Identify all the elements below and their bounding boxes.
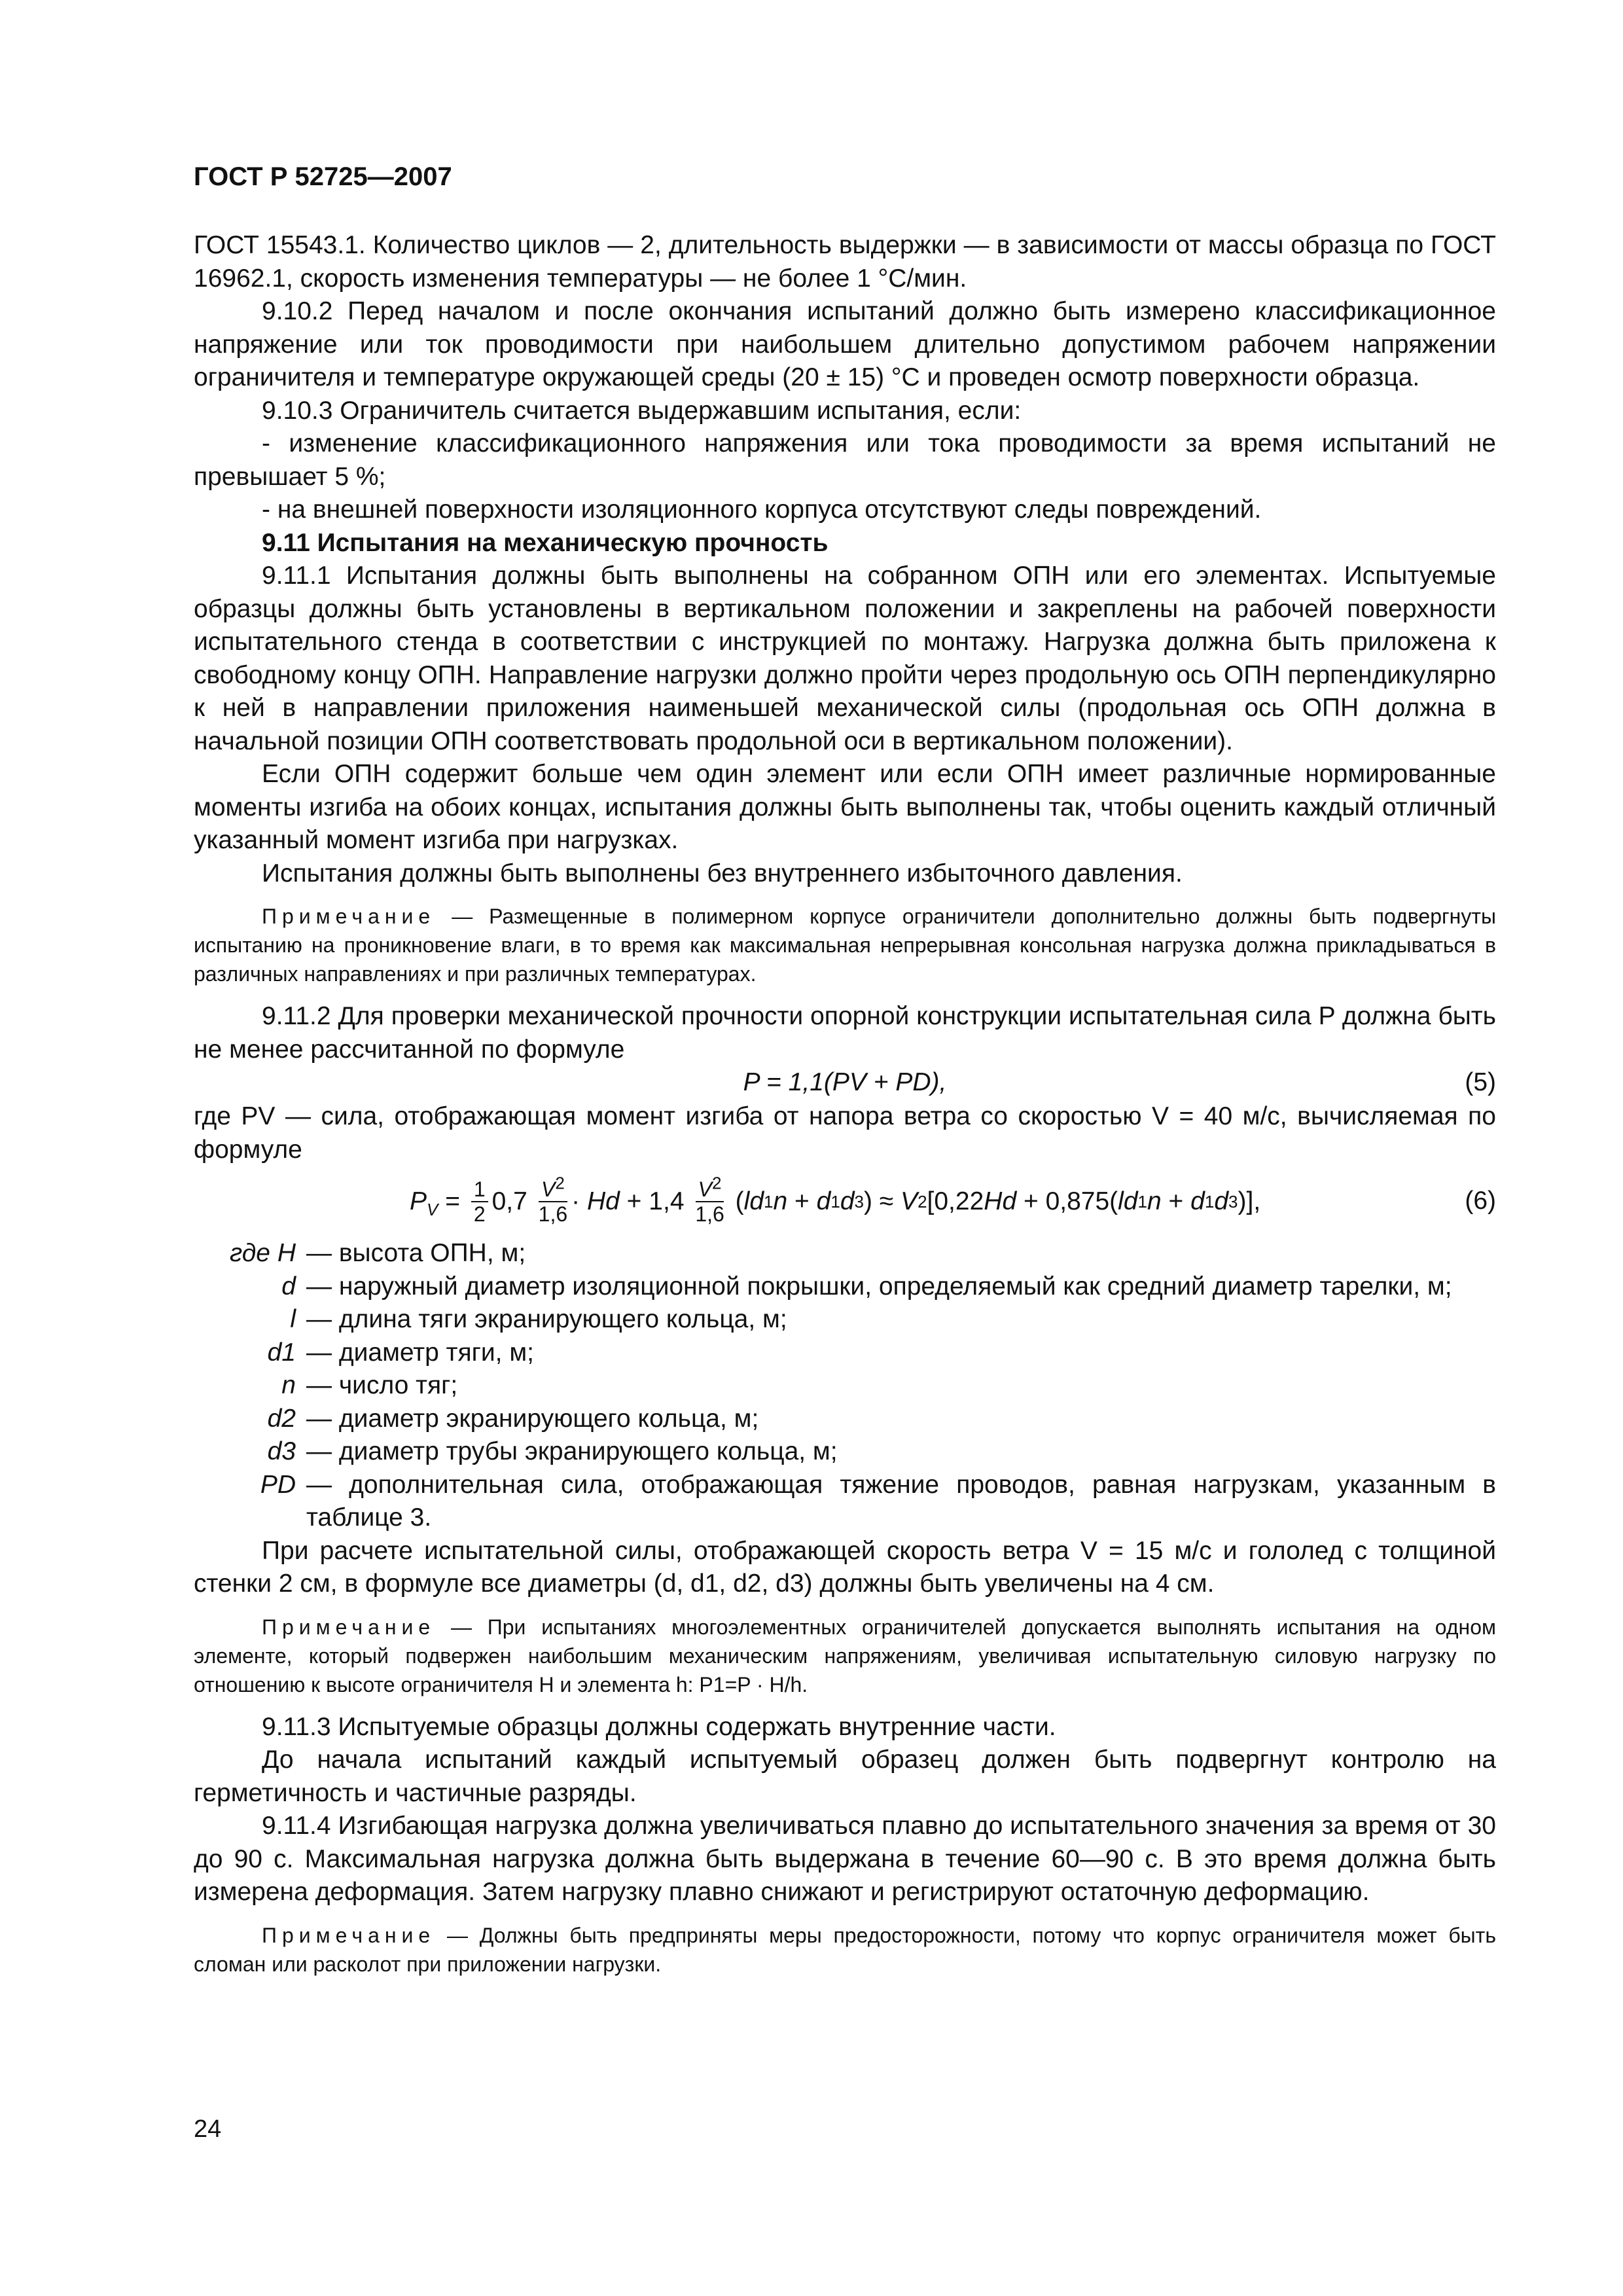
definition-text: — наружный диаметр изоляционной покрышки, определяемый как средний диаметр тарелки, м; xyxy=(306,1272,1452,1300)
note-label: Примечание xyxy=(262,905,436,928)
definition-item xyxy=(194,1469,1496,1535)
paragraph: 9.11.4 Изгибающая нагрузка должна увеличиваться плавно до испытательного значения за время от 30 до 90 с. Максимальная нагрузка должна быть выдержана в течение 60—90 с. В это время должна быть измерена деформация. Затем нагрузку плавно снижают и регистрируют остаточную деформацию. xyxy=(194,1812,1496,1906)
definition-symbol: где H xyxy=(229,1239,296,1267)
definition-text: — диаметр экранирующего кольца, м; xyxy=(306,1404,759,1433)
note xyxy=(194,1613,1496,1699)
definition-symbol: d2 xyxy=(267,1404,296,1433)
paragraph: Испытания должны быть выполнены без внутреннего избыточного давления. xyxy=(262,859,1183,888)
definition-text: — диаметр трубы экранирующего кольца, м; xyxy=(306,1437,838,1465)
note-label: Примечание xyxy=(262,1923,436,1947)
formula-6-number: (6) xyxy=(1465,1187,1496,1215)
document-body xyxy=(194,229,1496,1990)
definition-item xyxy=(194,1237,1496,1270)
definition-symbol: n xyxy=(281,1371,296,1399)
note xyxy=(194,902,1496,988)
paragraph: ГОСТ 15543.1. Количество циклов — 2, длительность выдержки — в зависимости от массы образца по ГОСТ 16962.1, скорость изменения температуры — не более 1 °С/мин. xyxy=(194,231,1496,293)
definition-item xyxy=(194,1403,1496,1436)
paragraph: 9.11.3 Испытуемые образцы должны содержать внутренние части. xyxy=(262,1712,1056,1741)
definition-text: — высота ОПН, м; xyxy=(306,1239,526,1267)
note-text: — Должны быть предприняты меры предосторожности, потому что корпус ограничителя может быть сломан или расколот при приложении нагрузки. xyxy=(194,1923,1496,1976)
paragraph: где PV — сила, отображающая момент изгиба от напора ветра со скоростью V = 40 м/с, вычисляемая по формуле xyxy=(194,1102,1496,1164)
paragraph: 9.11.2 Для проверки механической прочности опорной конструкции испытательная сила P должна быть не менее рассчитанной по формуле xyxy=(194,1002,1496,1064)
definition-symbol: l xyxy=(290,1305,296,1333)
definition-item xyxy=(194,1369,1496,1403)
paragraph: 9.10.2 Перед началом и после окончания испытаний должно быть измерено классификационное напряжение или ток проводимости при наибольшем длительно допустимом рабочем напряжении ограничителя и температуре окружающей среды (20 ± 15) °С и проведен осмотр поверхности образца. xyxy=(194,297,1496,391)
definition-item xyxy=(194,1435,1496,1469)
definition-text: — длина тяги экранирующего кольца, м; xyxy=(306,1305,787,1333)
note xyxy=(194,1921,1496,1979)
section-heading: 9.11 Испытания на механическую прочность xyxy=(262,528,829,557)
document-header: ГОСТ Р 52725—2007 xyxy=(194,162,452,191)
definition-symbol: d xyxy=(281,1272,296,1300)
formula-6 xyxy=(194,1166,1496,1237)
paragraph: Если ОПН содержит больше чем один элемент или если ОПН имеет различные нормированные моменты изгиба на обоих концах, испытания должны быть выполнены так, чтобы оценить каждый отличный указанный момент изгиба при нагрузках. xyxy=(194,760,1496,854)
list-item: - изменение классификационного напряжения или тока проводимости за время испытаний не превышает 5 %; xyxy=(194,429,1496,491)
definition-item xyxy=(194,1336,1496,1370)
definition-item xyxy=(194,1270,1496,1304)
paragraph: До начала испытаний каждый испытуемый образец должен быть подвергнут контролю на герметичность и частичные разряды. xyxy=(194,1746,1496,1807)
paragraph: 9.10.3 Ограничитель считается выдержавшим испытания, если: xyxy=(262,396,1022,425)
definition-symbol: d1 xyxy=(267,1338,296,1367)
formula-5-expression: P = 1,1(PV + PD), xyxy=(743,1068,947,1096)
definitions-list xyxy=(194,1237,1496,1535)
definition-text: — диаметр тяги, м; xyxy=(306,1338,534,1367)
definition-item xyxy=(194,1303,1496,1336)
note-text: — При испытаниях многоэлементных ограничителей допускается выполнять испытания на одном элементе, который подвержен наибольшим механическим напряжениям, увеличивая испытательную силовую нагрузку по отношению к высоте ограничителя H и элемента h: P1=P · H/h. xyxy=(194,1615,1496,1696)
list-item: - на внешней поверхности изоляционного корпуса отсутствуют следы повреждений. xyxy=(262,495,1262,524)
formula-5-number: (5) xyxy=(1465,1068,1496,1096)
definition-text: — дополнительная сила, отображающая тяжение проводов, равная нагрузкам, указанным в таблице 3. xyxy=(306,1470,1496,1532)
paragraph: 9.11.1 Испытания должны быть выполнены на собранном ОПН или его элементах. Испытуемые образцы должны быть установлены в вертикальном положении и закреплены на рабочей поверхности испытательного стенда в соответствии с инструкцией по монтажу. Нагрузка должна быть приложена к свободному концу ОПН. Направление нагрузки должно пройти через продольную ось ОПН перпендикулярно к ней в направлении приложения наименьшей механической силы (продольная ось ОПН должна в начальной позиции ОПН соответствовать продольной оси в вертикальном положении). xyxy=(194,562,1496,755)
note-label: Примечание xyxy=(262,1615,436,1639)
definition-symbol: PD xyxy=(260,1470,296,1499)
formula-5 xyxy=(194,1066,1496,1100)
note-text: — Размещенные в полимерном корпусе ограничители дополнительно должны быть подвергнуты испытанию на проникновение влаги, в то время как максимальная непрерывная консольная нагрузка должна прикладываться в различных направлениях и при различных температурах. xyxy=(194,905,1496,986)
definition-symbol: d3 xyxy=(267,1437,296,1465)
formula-6-expression: $P_V$ = $\frac{1}{2}$ 0,7 $\frac{V^2}{1,6}$ · Hd + 1,4 $\frac{V^2}{1,6}$ ( ld 1 n + d 1 d 3 ) ≈ V 2 [0,22 Hd + 0,875( ld 1 n + d 1 d 3 )], xyxy=(410,1173,1261,1226)
page-number: 24 xyxy=(194,2115,222,2143)
definition-text: — число тяг; xyxy=(306,1371,458,1399)
paragraph: При расчете испытательной силы, отображающей скорость ветра V = 15 м/с и гололед с толщиной стенки 2 см, в формуле все диаметры (d, d1, d2, d3) должны быть увеличены на 4 см. xyxy=(194,1536,1496,1598)
